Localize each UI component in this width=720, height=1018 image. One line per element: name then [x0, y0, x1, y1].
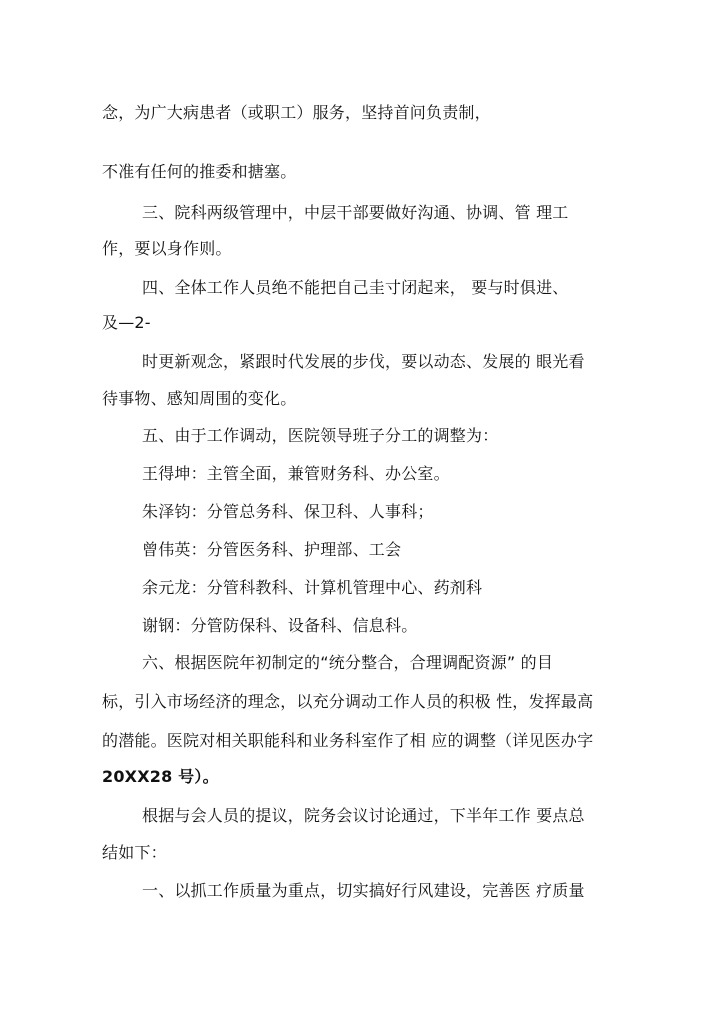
paragraph-line: 待事物、感知周围的变化。 — [102, 389, 297, 408]
paragraph-line: 一、以抓工作质量为重点，切实搞好行风建设，完善医 疗质量 — [142, 881, 585, 900]
paragraph-line: 根据与会人员的提议，院务会议讨论通过，下半年工作 要点总 — [142, 806, 585, 825]
page-number-line: 及—2- — [102, 313, 151, 332]
paragraph-line: 念，为广大病患者（或职工）服务，坚持首问负责制， — [102, 103, 491, 122]
paragraph-line: 的潜能。医院对相关职能科和业务科室作了相 应的调整（详见医办字 — [102, 731, 594, 750]
paragraph-line: 谢钢：分管防保科、设备科、信息科。 — [142, 616, 418, 635]
paragraph-line: 标，引入市场经济的理念，以充分调动工作人员的积极 性，发挥最高 — [102, 692, 594, 711]
paragraph-line: 时更新观念，紧跟时代发展的步伐，要以动态、发展的 眼光看 — [142, 352, 585, 371]
paragraph-line: 朱泽钧：分管总务科、保卫科、人事科； — [142, 502, 434, 521]
paragraph-line: 三、院科两级管理中，中层干部要做好沟通、协调、管 理工 — [142, 203, 569, 222]
paragraph-line: 20XX28 号）。 — [102, 767, 219, 786]
paragraph-line: 余元龙：分管科教科、计算机管理中心、药剂科 — [142, 578, 483, 597]
paragraph-line: 作，要以身作则。 — [102, 239, 232, 258]
paragraph-line: 不准有任何的推委和搪塞。 — [102, 162, 297, 181]
paragraph-line: 结如下： — [102, 843, 167, 862]
paragraph-line: 四、全体工作人员绝不能把自己圭寸闭起来， 要与时俱进、 — [142, 278, 569, 297]
paragraph-line: 五、由于工作调动，医院领导班子分工的调整为： — [142, 426, 499, 445]
paragraph-line: 六、根据医院年初制定的“统分整合，合理调配资源” 的目 — [142, 653, 554, 672]
paragraph-line: 曾伟英：分管医务科、护理部、工会 — [142, 540, 402, 559]
paragraph-line: 王得坤：主管全面，兼管财务科、办公室。 — [142, 464, 450, 483]
